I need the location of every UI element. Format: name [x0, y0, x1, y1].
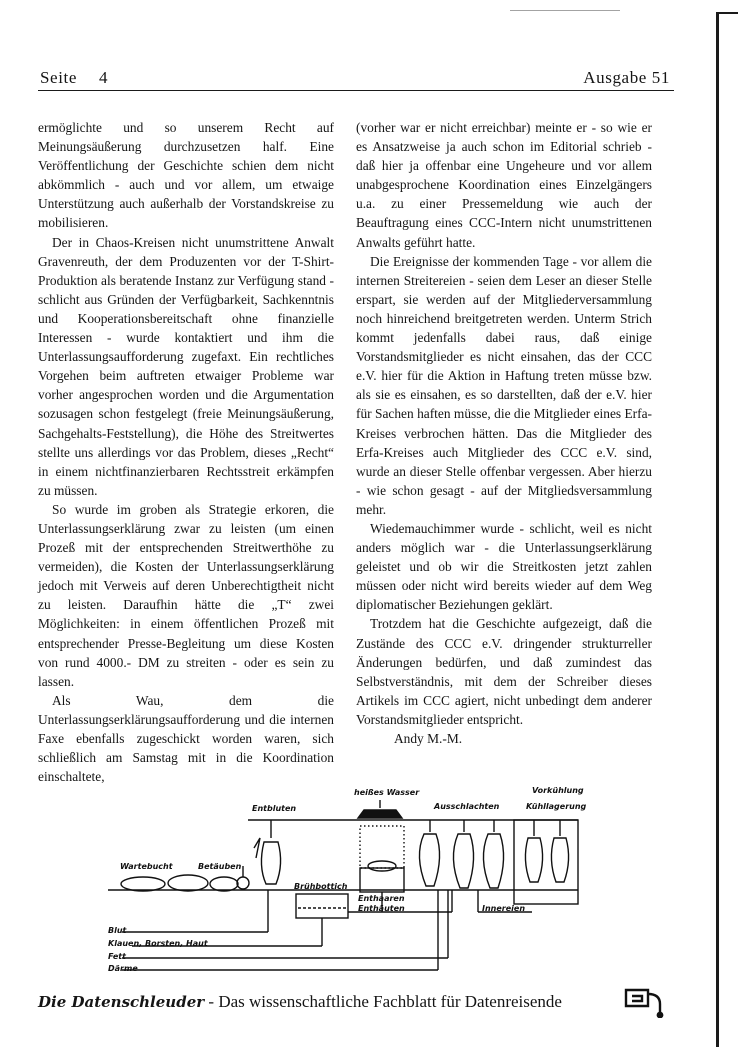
- page-number: 4: [99, 68, 109, 87]
- footer-separator: -: [208, 992, 215, 1011]
- scan-margin-line: [716, 12, 719, 1047]
- paragraph: Die Ereignisse der kommenden Tage - vor allem die internen Streitereien - seien dem Leser an dieser Stelle erspart, sie werden auf der Mitgliederversammlung noch hinreichend breitgetreten werden. Unterm Strich kommt jedenfalls dabei raus, daß einige Vorstandsmitglieder es nicht einsahen, das der CCC e.V. hier für die Aktion in Haftung treten müsse bzw. als sie es einsahen, es so darstellten, daß der e.V. hier für Sachen haften müsse, die die Mitglieder eines Erfa-Kreises verbrochen hätten. Das die Mitglieder des Erfa-Kreises auch Mitglieder des CCC e.V. sind, wurde an dieser Stelle offenbar vergessen. Aber hierzu - wie schon gesagt - auf der Mitgliedsversammlung mehr.: [356, 253, 652, 517]
- stunner-shape: [237, 877, 249, 889]
- paragraph: So wurde im groben als Strategie erkoren, die Unterlassungserklärung zwar zu leisten (um einen Prozeß mit der entsprechenden Streitwerthöhe zu vermeiden), die Kosten der Unterlassungserklärung jedoch mit Verweis auf deren Unberechtigtheit nicht zu leisten. Daraufhin hätte die „T“ zwei Möglichkeiten: in einem öffentlichen Prozeß mit entsprechender Presse-Begleitung um diese Kosten von rund 4000.- DM zu streiten - oder es sein zu lassen.: [38, 501, 334, 689]
- paragraph: ermöglichte und so unserem Recht auf Meinungsäußerung durchzusetzen half. Eine Veröffentlichung der Geschichte schien dem nicht abkömmlich - auch und vor allem, um etwaige Unterstützung auch außerhalb der Vorstandskreise zu mobilisieren.: [38, 120, 334, 231]
- page-header: [38, 64, 674, 91]
- water-spray: [360, 826, 404, 868]
- label-hot-water: heißes Wasser: [354, 788, 420, 797]
- diagram-drawing: [108, 786, 628, 978]
- chaos-knoten-logo: [620, 984, 666, 1018]
- carcass-shape: [525, 838, 542, 882]
- paragraph: Wiedemauchimmer wurde - schlicht, weil es nicht anders möglich war - die Unterlassungserklärung geleistet und ob wir die Streitkosten jetzt zahlen müssen oder nicht wird bereits wieder auf dem Weg diplomatischer Beziehungen geklärt.: [356, 520, 652, 613]
- page-word: Seite: [40, 68, 77, 87]
- label-stunning: Betäuben: [198, 862, 242, 871]
- label-waiting-pen: Wartebucht: [120, 862, 173, 871]
- carcass-shape: [419, 834, 439, 886]
- label-precooling: Vorkühlung: [532, 786, 584, 795]
- article-column-right: [356, 118, 652, 748]
- label-fat: Fett: [108, 952, 126, 961]
- page-footer: [38, 992, 674, 1022]
- pig-shape: [210, 877, 238, 891]
- magazine-name: Die Datenschleuder: [38, 993, 205, 1011]
- label-intestines: Därme: [108, 964, 138, 973]
- carcass-shape: [453, 834, 473, 888]
- magazine-tagline: Das wissenschaftliche Fachblatt für Datenreisende: [218, 992, 562, 1011]
- issue-label: Ausgabe 51: [583, 68, 670, 87]
- article-column-left: [38, 118, 334, 786]
- label-dehairing: Enthaaren: [358, 894, 405, 903]
- label-cold-storage: Kühllagerung: [526, 802, 587, 811]
- label-skinning: Enthäuten: [358, 904, 405, 913]
- carcass-shape: [551, 838, 568, 882]
- author-signature: Andy M.-M.: [394, 731, 463, 746]
- slaughterhouse-diagram: [108, 786, 628, 978]
- shower-head: [358, 810, 402, 818]
- carcass-shape: [483, 834, 503, 888]
- label-claws-bristles-skin: Klauen, Borsten, Haut: [108, 939, 208, 948]
- paragraph: Trotzdem hat die Geschichte aufgezeigt, daß die Zustände des CCC e.V. dringender strukturreller Änderungen bedürfen, und daß zumindest das Selbstverständnis, mit dem der Schreiber dieses Artikels im CCC agiert, nicht unbedingt dem anderer Vorstandsmitglieder entspricht.: [356, 616, 652, 727]
- label-scalding-tub: Brühbottich: [294, 882, 348, 891]
- paragraph: Als Wau, dem die Unterlassungserklärungsaufforderung und die internen Faxe ebenfalls zugeschickt worden waren, sich schließlich am Samstag mit in die Koordination einschaltete,: [38, 692, 334, 785]
- page-number-label: [40, 68, 108, 88]
- paragraph: Der in Chaos-Kreisen nicht unumstrittene Anwalt Gravenreuth, der dem Produzenten vor der T-Shirt-Produktion als beratende Instanz zur Verfügung stand - schlicht aus Gründen der Verfügbarkeit, Sachkenntnis und Kooperationsbereitschaft ohne finanzielle Interessen - wurde kontaktiert und ihm die Unterlassungsaufforderung zugefaxt. Ein rechtliches Vorgehen beim auftreten etwaiger Probleme war vorher angesprochen worden und die Argumentation sozusagen schon festgelegt (freie Meinungsäußerung, Sachgehalts-Feststellung), die Höhe des Streitwertes stellte uns allerdings vor das Problem, dieses „Recht“ in einem nichtfinanzierbaren Rechtsstreit erkämpfen zu müssen.: [38, 234, 334, 498]
- label-organs: Innereien: [482, 904, 526, 913]
- label-eviscerating: Ausschlachten: [434, 802, 500, 811]
- scan-corner-mark: [716, 12, 738, 14]
- paragraph: (vorher war er nicht erreichbar) meinte er - so wie er es Ansatzweise ja auch schon im Editorial schrieb - daß hier ja offenbar eine Ungeheure und vor allem unabgesprochene Koordination eines Einzelgängers u.a. zu einer Pressemeldung wie auch der Beauftragung eines CCC-Intern nicht unumstrittenen Anwalts geführt hatte.: [356, 120, 652, 250]
- label-blood: Blut: [108, 926, 127, 935]
- pig-shape: [168, 875, 208, 891]
- label-bleeding: Entbluten: [252, 804, 297, 813]
- scalding-tub: [296, 894, 348, 918]
- hanging-pig-shape: [261, 842, 280, 884]
- scan-top-line: [510, 10, 620, 11]
- pig-shape: [121, 877, 165, 891]
